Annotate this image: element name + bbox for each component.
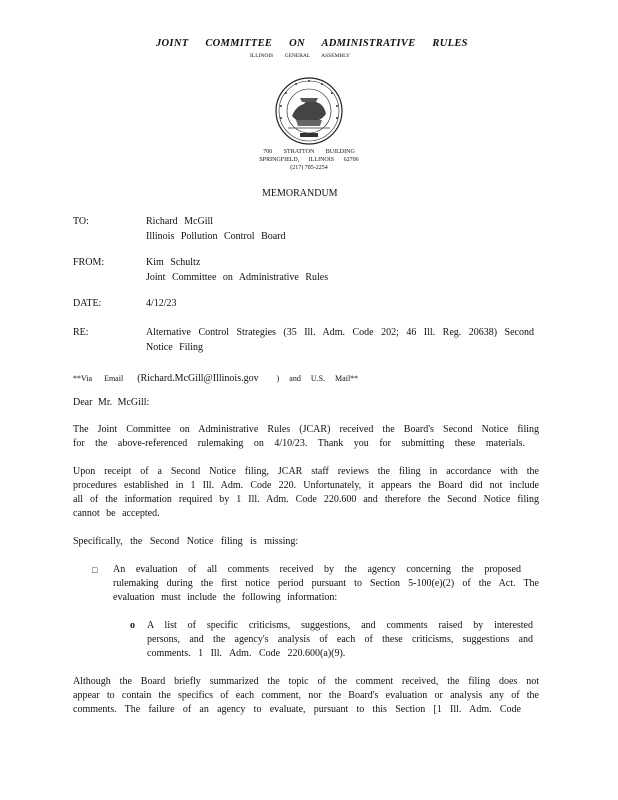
from-org: Joint Committee on Administrative Rules (146, 272, 329, 283)
to-name: Richard McGill (146, 216, 214, 227)
from-label: FROM: (73, 257, 105, 268)
from-name: Kim Schultz (146, 257, 201, 268)
address-block (239, 148, 379, 172)
state-seal (274, 76, 344, 146)
bullet-1-marker: □ (92, 565, 98, 575)
para4-line1: Although the Board briefly summarized the topic of the comment received, the filing does not (73, 676, 539, 687)
memo-title: MEMORANDUM (262, 188, 338, 199)
re-line2: Notice Filing (146, 342, 204, 353)
para1-line2: for the above-referenced rulemaking on 4/10/23. Thank you for submitting these materials. (73, 438, 525, 449)
bullet-1-line2: rulemaking during the first notice period pursuant to Section 5-100(e)(2) of the Act. The (113, 578, 539, 589)
para4-line3: comments. The failure of an agency to evaluate, pursuant to this Section [1 Ill. Adm. Code (73, 704, 521, 715)
sub-bullet-line3: comments. 1 Ill. Adm. Code 220.600(a)(9). (147, 648, 346, 659)
date-value: 4/12/23 (146, 298, 177, 309)
letterhead-title: JOINT COMMITTEE ON ADMINISTRATIVE RULES (156, 38, 468, 49)
re-line1: Alternative Control Strategies (35 Ill. Adm. Code 202; 46 Ill. Reg. 20638) Second (146, 327, 534, 338)
to-org: Illinois Pollution Control Board (146, 231, 286, 242)
re-label: RE: (73, 327, 89, 338)
bullet-1-line3: evaluation must include the following information: (113, 592, 338, 603)
bullet-1-line1: An evaluation of all comments received by the agency concerning the proposed (113, 564, 521, 575)
salutation: Dear Mr. McGill: (73, 397, 150, 408)
address-phone: (217) 785-2254 (290, 165, 328, 171)
via-line (73, 368, 358, 386)
address-line1: 700 STRATTON BUILDING (263, 149, 355, 155)
para2-line2: procedures established in 1 Ill. Adm. Code 220. Unfortunately, it appears the Board did not include (73, 480, 539, 491)
via-prefix: **Via Email (73, 374, 124, 383)
para3: Specifically, the Second Notice filing is missing: (73, 536, 299, 547)
para2-line1: Upon receipt of a Second Notice filing, JCAR staff reviews the filing in accordance with the (73, 466, 539, 477)
to-label: TO: (73, 216, 89, 227)
sub-bullet-marker: o (130, 620, 135, 631)
address-line2: SPRINGFIELD, ILLINOIS 62706 (259, 157, 359, 163)
para4-line2: appear to contain the specifics of each comment, nor the Board's evaluation or analysis any of the (73, 690, 539, 701)
sub-bullet-line1: A list of specific criticisms, suggestions, and comments raised by interested (147, 620, 533, 631)
via-suffix: ) and U.S. Mail** (276, 374, 359, 383)
para1-line1: The Joint Committee on Administrative Rules (JCAR) received the Board's Second Notice filing (73, 424, 539, 435)
sub-bullet-line2: persons, and the agency's analysis of each of these criticisms, suggestions and (147, 634, 533, 645)
para2-line4: cannot be accepted. (73, 508, 160, 519)
date-label: DATE: (73, 298, 102, 309)
letterhead-subtitle: ILLINOIS GENERAL ASSEMBLY (250, 53, 350, 59)
para2-line3: all of the information required by 1 Ill. Adm. Code 220.600 and therefore the Second Notice filing (73, 494, 539, 505)
via-email: (Richard.McGill@Illinois.gov (137, 373, 259, 384)
